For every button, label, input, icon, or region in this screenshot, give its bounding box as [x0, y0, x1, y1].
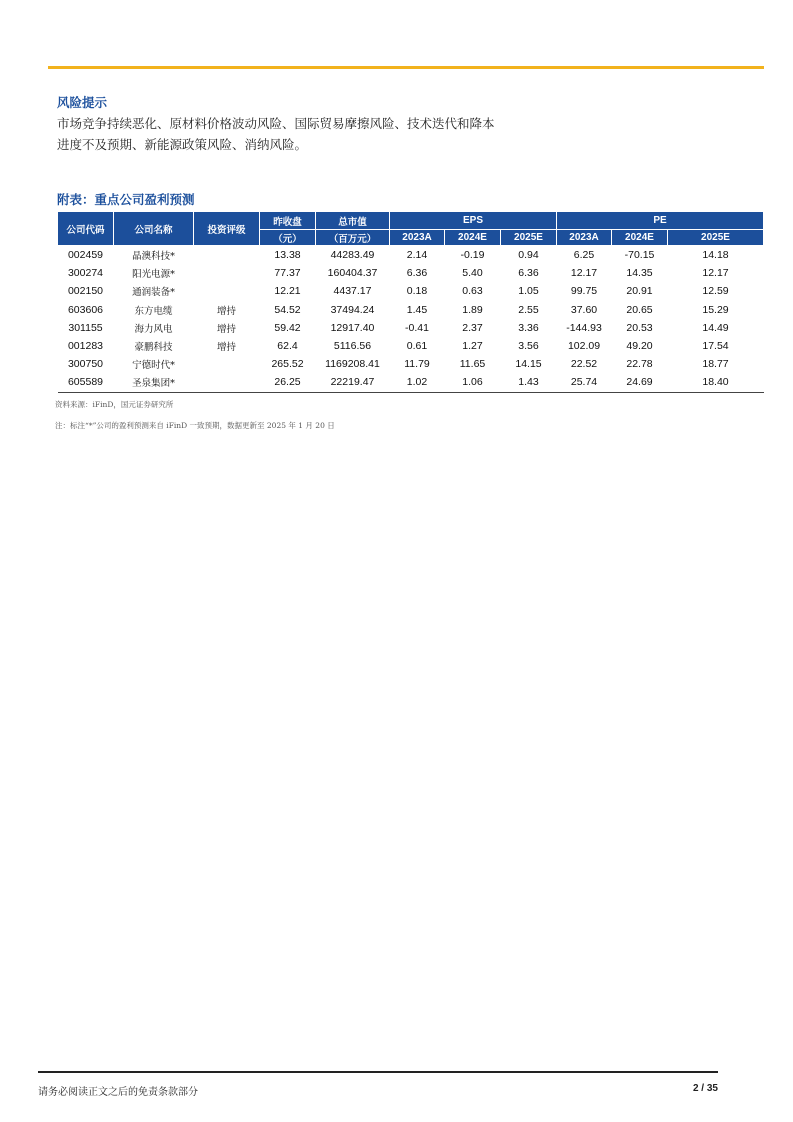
cell-rating	[194, 246, 260, 265]
cell-eps-2025e: 6.36	[518, 267, 539, 280]
table-source: 资料来源：iFinD，国元证券研究所	[55, 400, 174, 409]
cell-rating: 增持	[216, 342, 236, 354]
cell-eps-2023a: 2.14	[406, 249, 428, 262]
header-code: 公司代码	[58, 212, 114, 246]
cell-pe-2025e: 18.40	[668, 373, 764, 392]
header-close-unit: （元）	[260, 230, 316, 246]
cell-name: 宁德时代*	[132, 360, 175, 372]
header-rating: 投资评级	[194, 212, 260, 246]
cell-eps-2023a: 11.79	[404, 358, 430, 371]
cell-rating	[194, 264, 260, 282]
header-pe: PE	[557, 212, 764, 230]
cell-pe-2024e: 14.35	[626, 267, 653, 280]
header-pe-year: 2024E	[612, 230, 668, 246]
cell-pe-2023a: 6.25	[573, 249, 595, 262]
cell-code: 300274	[67, 267, 104, 280]
cell-pe-2025e: 18.77	[702, 358, 729, 371]
cell-pe-2023a: 22.52	[570, 358, 598, 371]
table-row	[58, 355, 764, 373]
page-number: 2 / 35	[692, 1083, 718, 1094]
header-eps-year: 2025E	[501, 230, 557, 246]
top-accent-bar	[48, 66, 764, 69]
cell-eps-2024e: 5.40	[462, 267, 483, 280]
cell-pe-2025e: 12.59	[702, 285, 729, 298]
table-row	[58, 282, 764, 300]
cell-code: 605589	[58, 373, 114, 392]
cell-pe-2023a: 102.09	[567, 340, 601, 353]
cell-pe-2024e: 20.65	[626, 303, 653, 316]
cell-close: 59.42	[274, 321, 301, 334]
cell-pe-2025e: 12.17	[702, 267, 729, 280]
cell-code: 001283	[67, 340, 104, 353]
cell-pe-2023a: 99.75	[570, 285, 598, 298]
cell-pe-2025e: 14.49	[702, 321, 729, 334]
cell-pe-2023a: 37.60	[570, 303, 598, 316]
cell-rating	[194, 373, 260, 392]
cell-mcap: 5116.56	[333, 340, 372, 353]
cell-name: 阳光电源*	[132, 269, 175, 281]
cell-eps-2024e: -0.19	[460, 249, 485, 262]
cell-eps-2025e: 2.55	[518, 303, 539, 316]
cell-eps-2023a: -0.41	[405, 321, 429, 334]
cell-eps-2024e: 11.65	[459, 358, 486, 371]
cell-close: 13.38	[274, 249, 301, 262]
header-pe-year: 2023A	[557, 230, 612, 246]
cell-eps-2024e: 1.27	[462, 340, 483, 353]
header-pe-year: 2025E	[668, 230, 764, 246]
cell-mcap: 22219.47	[316, 373, 390, 392]
cell-pe-2024e: 20.53	[626, 321, 653, 334]
cell-eps-2024e: 0.63	[462, 285, 483, 298]
footer-disclaimer: 请务必阅读正文之后的免责条款部分	[38, 1087, 198, 1098]
cell-code: 301155	[68, 321, 103, 334]
cell-eps-2024e: 1.06	[445, 373, 501, 392]
cell-code: 002150	[67, 285, 104, 298]
cell-close: 12.21	[274, 285, 301, 298]
table-note: 注：标注“*”公司的盈利预测来自 iFinD 一致预期，数据更新至 2025 年 1 月 20 日	[55, 421, 335, 430]
cell-close: 26.25	[260, 373, 316, 392]
cell-eps-2023a: 1.02	[390, 373, 445, 392]
table-row	[58, 246, 764, 265]
cell-mcap: 160404.37	[327, 267, 378, 280]
cell-name: 通润装备*	[132, 287, 175, 299]
cell-close: 265.52	[271, 358, 304, 371]
cell-name: 圣泉集团*	[114, 373, 194, 392]
cell-eps-2025e: 1.05	[518, 285, 539, 298]
cell-rating: 增持	[216, 305, 236, 317]
risk-section-text: 市场竞争持续恶化、原材料价格波动风险、国际贸易摩擦风险、技术迭代和降本进度不及预期、新能源政策风险、消纳风险。	[57, 116, 495, 152]
cell-pe-2023a: -144.93	[566, 321, 602, 334]
cell-close: 54.52	[274, 303, 301, 316]
cell-code: 002459	[67, 249, 104, 262]
cell-mcap: 44283.49	[330, 249, 375, 262]
cell-eps-2025e: 3.36	[518, 321, 539, 334]
cell-eps-2024e: 2.37	[462, 321, 483, 334]
footer-divider	[38, 1071, 718, 1073]
header-close: 昨收盘	[260, 212, 316, 230]
header-name: 公司名称	[114, 212, 194, 246]
cell-code: 300750	[67, 358, 104, 371]
cell-eps-2025e: 1.43	[501, 373, 557, 392]
cell-pe-2024e: 24.69	[612, 373, 668, 392]
cell-pe-2023a: 25.74	[557, 373, 612, 392]
earnings-forecast-table	[57, 211, 764, 393]
cell-eps-2024e: 1.89	[462, 303, 483, 316]
cell-pe-2024e: 22.78	[626, 358, 653, 371]
header-mcap: 总市值	[316, 212, 390, 230]
table-row	[58, 373, 764, 392]
cell-eps-2023a: 0.18	[406, 285, 428, 298]
cell-name: 东方电缆	[134, 305, 173, 317]
table-row	[58, 301, 764, 319]
cell-eps-2023a: 0.61	[406, 340, 428, 353]
table-row	[58, 337, 764, 355]
cell-rating	[194, 282, 260, 300]
cell-close: 62.4	[277, 340, 298, 353]
table-row	[58, 264, 764, 282]
cell-pe-2025e: 15.29	[702, 303, 729, 316]
cell-pe-2024e: -70.15	[624, 249, 655, 262]
cell-rating	[194, 355, 260, 373]
cell-eps-2025e: 0.94	[518, 249, 539, 262]
cell-name: 海力风电	[134, 323, 173, 335]
cell-rating: 增持	[216, 323, 236, 335]
header-mcap-unit: （百万元）	[316, 230, 390, 246]
cell-mcap: 4437.17	[333, 285, 372, 298]
header-eps: EPS	[390, 212, 557, 230]
cell-pe-2025e: 14.18	[702, 249, 729, 262]
cell-code: 603606	[67, 303, 104, 316]
cell-eps-2023a: 1.45	[406, 303, 428, 316]
header-eps-year: 2024E	[445, 230, 501, 246]
cell-mcap: 1169208.41	[325, 358, 380, 371]
cell-name: 豪鹏科技	[134, 342, 173, 354]
cell-eps-2025e: 3.56	[518, 340, 539, 353]
cell-mcap: 12917.40	[330, 321, 375, 334]
risk-section-title: 风险提示	[57, 95, 108, 110]
header-eps-year: 2023A	[390, 230, 445, 246]
cell-close: 77.37	[274, 267, 301, 280]
cell-pe-2024e: 20.91	[626, 285, 653, 298]
cell-name: 晶澳科技*	[132, 251, 175, 263]
table-row	[58, 319, 764, 337]
cell-eps-2025e: 14.15	[515, 358, 542, 371]
cell-pe-2023a: 12.17	[570, 267, 598, 280]
cell-mcap: 37494.24	[330, 303, 375, 316]
cell-eps-2023a: 6.36	[406, 267, 428, 280]
cell-pe-2025e: 17.54	[702, 340, 729, 353]
cell-pe-2024e: 49.20	[626, 340, 653, 353]
forecast-table-title: 附表：重点公司盈利预测	[57, 192, 195, 207]
